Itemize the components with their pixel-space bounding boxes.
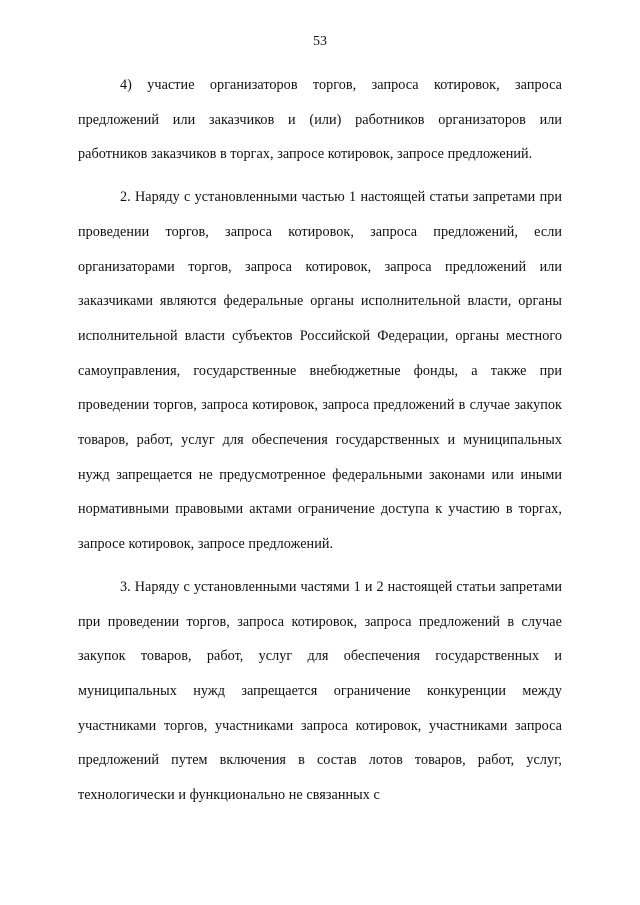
- paragraph-part-3: 3. Наряду с установленными частями 1 и 2 настоящей статьи запретами при проведении торгов, запроса котировок, запроса предложений в случае закупок товаров, работ, услуг для обеспечения государственных и муниципальных нужд запрещается ограничение конкуренции между участниками торгов, участниками запроса котировок, участниками запроса предложений путем включения в состав лотов товаров, работ, услуг, технологически и функционально не связанных с: [78, 578, 562, 804]
- paragraph-item-4: 4) участие организаторов торгов, запроса котировок, запроса предложений или заказчиков и (или) работников организаторов или работников заказчиков в торгах, запросе котировок, запросе предложений.: [78, 77, 562, 163]
- paragraph-part-2: 2. Наряду с установленными частью 1 настоящей статьи запретами при проведении торгов, запроса котировок, запроса предложений, если организаторами торгов, запроса котировок, запроса предложений или заказчиками являются федеральные органы исполнительной власти, органы исполнительной власти субъектов Российской Федерации, органы местного самоуправления, государственные внебюджетные фонды, а также при проведении торгов, запроса котировок, запроса предложений в случае закупок товаров, работ, услуг для обеспечения государственных и муниципальных нужд запрещается не предусмотренное федеральными законами или иными нормативными правовыми актами ограничение доступа к участию в торгах, запросе котировок, запросе предложений.: [78, 189, 562, 553]
- document-body: [78, 68, 562, 821]
- page-number: 53: [313, 34, 327, 49]
